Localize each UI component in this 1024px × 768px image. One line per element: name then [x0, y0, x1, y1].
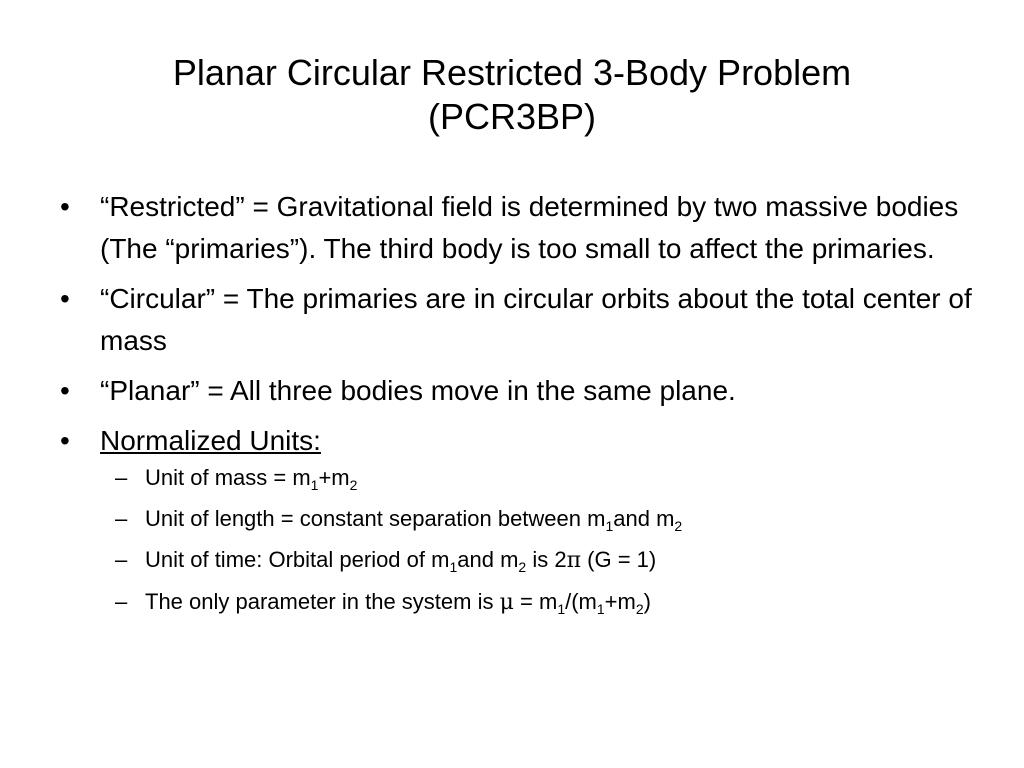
subscript: 2: [674, 518, 683, 534]
sub-bullet-unit-of-mass: [60, 464, 980, 492]
bullet-glyph: •: [60, 375, 70, 406]
dash-glyph: –: [115, 589, 128, 614]
bullet-heading-normalized-units: Normalized Units:: [100, 425, 321, 456]
subscript: 1: [449, 559, 458, 575]
bullet-glyph: •: [60, 425, 70, 456]
dash-glyph: –: [115, 465, 128, 490]
sub-bullet-unit-of-time: [60, 546, 980, 575]
sub-bullet-text: +m: [604, 589, 636, 614]
slide-title: [0, 51, 1024, 139]
bullet-restricted: [60, 186, 980, 270]
bullet-text: “Circular” = The primaries are in circular orbits about the total center of mass: [100, 283, 972, 356]
dash-glyph: –: [115, 547, 128, 572]
pi-symbol: π: [566, 548, 582, 573]
subscript: 2: [635, 601, 644, 617]
sub-bullet-text: The only parameter in the system is: [145, 589, 500, 614]
slide-body: [60, 186, 980, 630]
sub-bullet-text: and m: [613, 506, 675, 531]
subscript: 2: [518, 559, 527, 575]
bullet-normalized-units: [60, 420, 980, 462]
subscript: 2: [349, 477, 358, 493]
bullet-circular: [60, 278, 980, 362]
sub-bullet-text: +m: [318, 465, 350, 490]
mu-symbol: μ: [499, 590, 514, 615]
slide-title-line-1: Planar Circular Restricted 3-Body Problem: [172, 52, 852, 93]
sub-bullet-only-parameter: [60, 588, 980, 617]
subscript: 1: [310, 477, 319, 493]
bullet-glyph: •: [60, 191, 70, 222]
bullet-text: “Restricted” = Gravitational field is determined by two massive bodies (The “primaries”). The third body is too small to affect the primaries.: [100, 191, 959, 264]
subscript: 1: [605, 518, 614, 534]
sub-bullet-unit-of-length: [60, 505, 980, 533]
bullet-planar: [60, 370, 980, 412]
sub-bullet-text: Unit of length = constant separation between m: [145, 506, 606, 531]
sub-bullet-text: is 2: [526, 547, 567, 572]
subscript: 1: [557, 601, 566, 617]
bullet-text: “Planar” = All three bodies move in the same plane.: [100, 375, 736, 406]
sub-bullet-text: = m: [513, 589, 558, 614]
sub-bullet-text: Unit of mass = m: [145, 465, 311, 490]
sub-bullet-text: ): [643, 589, 651, 614]
sub-bullet-text: and m: [457, 547, 519, 572]
sub-bullet-text: (G = 1): [581, 547, 657, 572]
dash-glyph: –: [115, 506, 128, 531]
bullet-glyph: •: [60, 283, 70, 314]
sub-bullet-text: Unit of time: Orbital period of m: [145, 547, 450, 572]
sub-bullet-text: /(m: [565, 589, 597, 614]
slide-title-line-2: (PCR3BP): [427, 96, 597, 137]
subscript: 1: [596, 601, 605, 617]
